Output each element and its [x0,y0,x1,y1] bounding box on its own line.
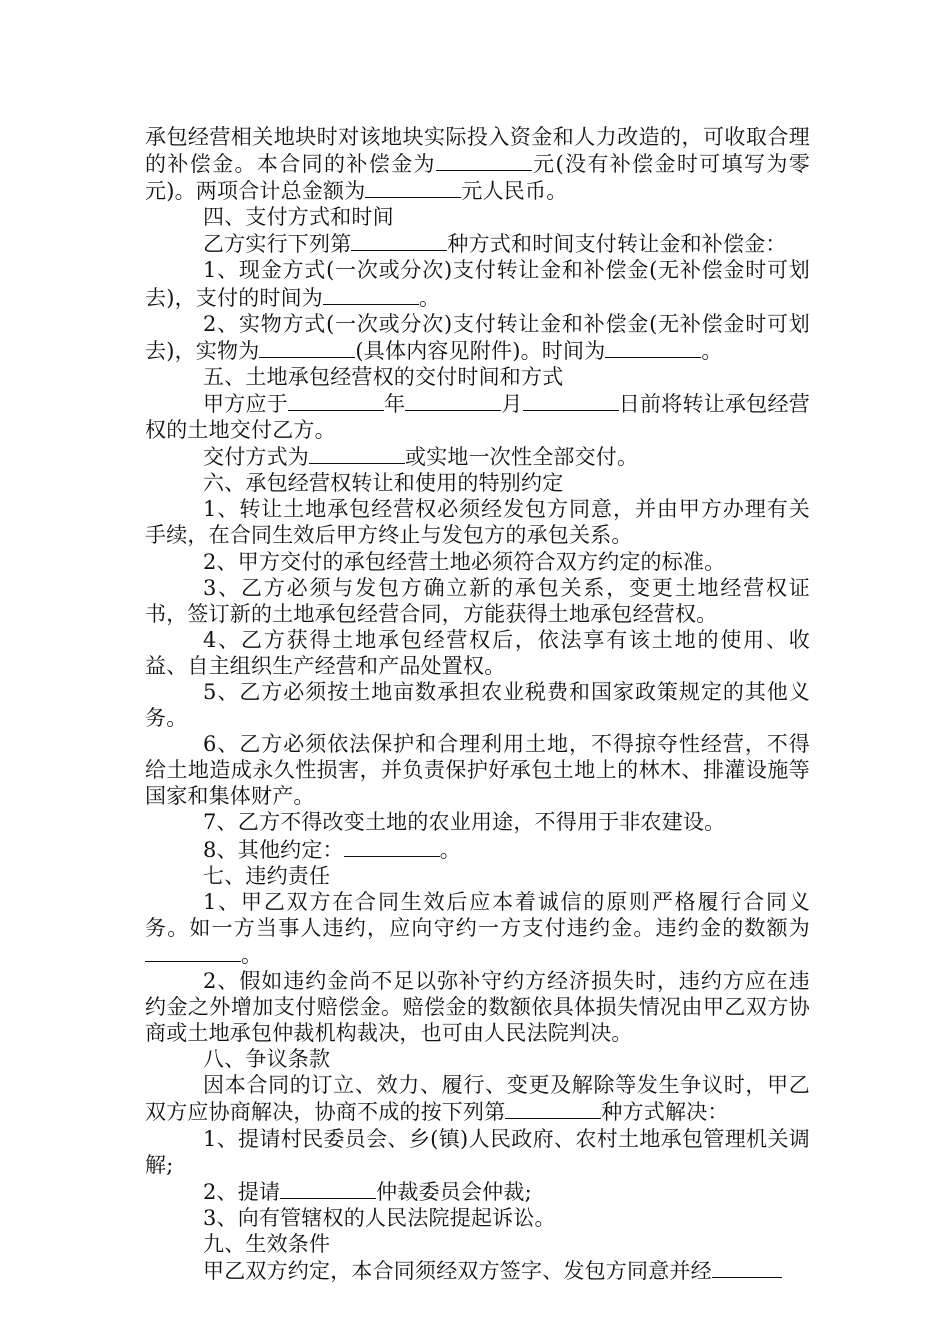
fill-in-blank[interactable] [605,337,701,358]
paragraph-text: 种方式和时间支付转让金和补偿金： [447,232,787,257]
contract-paragraph [145,230,810,257]
paragraph-text: 因本合同的订立、效力、履行、变更及解除等发生争议时，甲乙双方应协商解决，协商不成的按下列第 [145,1073,810,1125]
contract-paragraph [145,549,810,575]
contract-document [145,124,810,1284]
fill-in-blank[interactable] [436,150,532,171]
contract-paragraph [145,470,810,496]
contract-paragraph [145,1046,810,1072]
fill-in-blank[interactable] [505,1098,601,1119]
contract-paragraph [145,390,810,443]
paragraph-text: 3、向有管辖权的人民法院提起诉讼。 [203,1205,556,1230]
contract-paragraph [145,311,810,364]
fill-in-blank[interactable] [351,230,447,251]
fill-in-blank[interactable] [288,390,384,411]
contract-paragraph [145,257,810,310]
contract-paragraph [145,1257,810,1284]
paragraph-text: 1、转让土地承包经营权必须经发包方同意，并由甲方办理有关手续，在合同生效后甲方终止与发包方的承包关系。 [145,497,810,548]
contract-paragraph [145,1231,810,1257]
fill-in-blank[interactable] [259,337,355,358]
paragraph-text: 仲裁委员会仲裁; [376,1179,532,1204]
paragraph-text: 种方式解决： [601,1100,729,1125]
contract-paragraph [145,575,810,627]
contract-paragraph [145,679,810,731]
paragraph-text: 6、乙方必须依法保护和合理利用土地，不得掠夺性经营，不得给土地造成永久性损害，并负责保护好承包土地上的林木、排灌设施等国家和集体财产。 [145,732,810,809]
fill-in-blank[interactable] [365,177,461,198]
paragraph-text: 。 [701,338,723,363]
fill-in-blank[interactable] [145,941,241,962]
paragraph-text: (具体内容见附件)。时间为 [355,338,606,363]
paragraph-text: 八、争议条款 [203,1047,331,1072]
fill-in-blank[interactable] [309,443,405,464]
paragraph-text: 交付方式为 [203,445,309,470]
paragraph-text: 2、实物方式(一次或分次)支付转让金和补偿金(无补偿金时可划去)，实物为 [145,311,810,363]
contract-paragraph [145,889,810,968]
contract-paragraph [145,443,810,470]
paragraph-text: 九、生效条件 [203,1231,331,1256]
contract-paragraph [145,836,810,863]
contract-paragraph [145,364,810,390]
contract-paragraph [145,968,810,1046]
fill-in-blank[interactable] [280,1178,376,1199]
contract-paragraph [145,1072,810,1125]
paragraph-text: 日前将转让承包经营权的土地交付乙方。 [145,391,810,443]
paragraph-text: 2、假如违约金尚不足以弥补守约方经济损失时，违约方应在违约金之外增加支付赔偿金。赔偿金的数额依具体损失情况由甲乙双方协商或土地承包仲裁机构裁决，也可由人民法院判决。 [145,969,810,1046]
contract-paragraph [145,863,810,889]
paragraph-text: 1、甲乙双方在合同生效后应本着诚信的原则严格履行合同义务。如一方当事人违约，应向守约一方支付违约金。违约金的数额为 [145,889,810,940]
contract-paragraph [145,204,810,230]
paragraph-text: 。 [439,837,461,862]
paragraph-text: 2、提请 [203,1179,281,1204]
paragraph-text: 2、甲方交付的承包经营土地必须符合双方约定的标准。 [203,549,726,574]
paragraph-text: 1、提请村民委员会、乡(镇)人民政府、农村土地承包管理机关调解; [145,1126,810,1177]
paragraph-text: 1、现金方式(一次或分次)支付转让金和补偿金(无补偿金时可划去)，支付的时间为 [145,258,810,310]
fill-in-blank[interactable] [523,390,619,411]
paragraph-text: 3、乙方必须与发包方确立新的承包关系，变更土地经营权证书，签订新的土地承包经营合同，方能获得土地承包经营权。 [145,575,810,626]
paragraph-text: 5、乙方必须按土地亩数承担农业税费和国家政策规定的其他义务。 [145,679,810,731]
fill-in-blank[interactable] [712,1257,782,1278]
paragraph-text: 4、乙方获得土地承包经营权后，依法享有该土地的使用、收益、自主组织生产经营和产品处置权。 [145,627,810,678]
contract-paragraph [145,731,810,809]
paragraph-text: 。 [241,942,263,967]
contract-paragraph [145,124,810,204]
paragraph-text: 六、承包经营权转让和使用的特别约定 [203,471,564,496]
paragraph-text: 乙方实行下列第 [203,232,352,257]
paragraph-text: 五、土地承包经营权的交付时间和方式 [203,364,564,389]
paragraph-text: 年 [384,391,406,416]
paragraph-text: 月 [501,391,523,416]
contract-paragraph [145,496,810,548]
paragraph-text: 8、其他约定： [203,837,344,862]
contract-paragraph [145,809,810,835]
fill-in-blank[interactable] [344,836,440,857]
paragraph-text: 甲方应于 [203,391,289,416]
paragraph-text: 元人民币。 [461,179,568,204]
contract-paragraph [145,1205,810,1231]
paragraph-text: 或实地一次性全部交付。 [405,445,639,470]
paragraph-text: 承包经营相关地块时对该地块实际投入资金和人力改造的，可收取合理的补偿金。本合同的补偿金为 [145,125,810,177]
contract-paragraph [145,1126,810,1178]
paragraph-text: 七、违约责任 [203,863,331,888]
paragraph-text: 7、乙方不得改变土地的农业用途，不得用于非农建设。 [203,810,726,835]
paragraph-text: 甲乙双方约定，本合同须经双方签字、发包方同意并经 [203,1259,712,1284]
paragraph-text: 元(没有补偿金时可填写为零元)。两项合计总金额为 [145,152,810,204]
contract-paragraph [145,627,810,679]
paragraph-text: 四、支付方式和时间 [203,205,394,230]
fill-in-blank[interactable] [405,390,501,411]
paragraph-text: 。 [419,285,441,310]
fill-in-blank[interactable] [323,284,419,305]
contract-paragraph [145,1178,810,1205]
